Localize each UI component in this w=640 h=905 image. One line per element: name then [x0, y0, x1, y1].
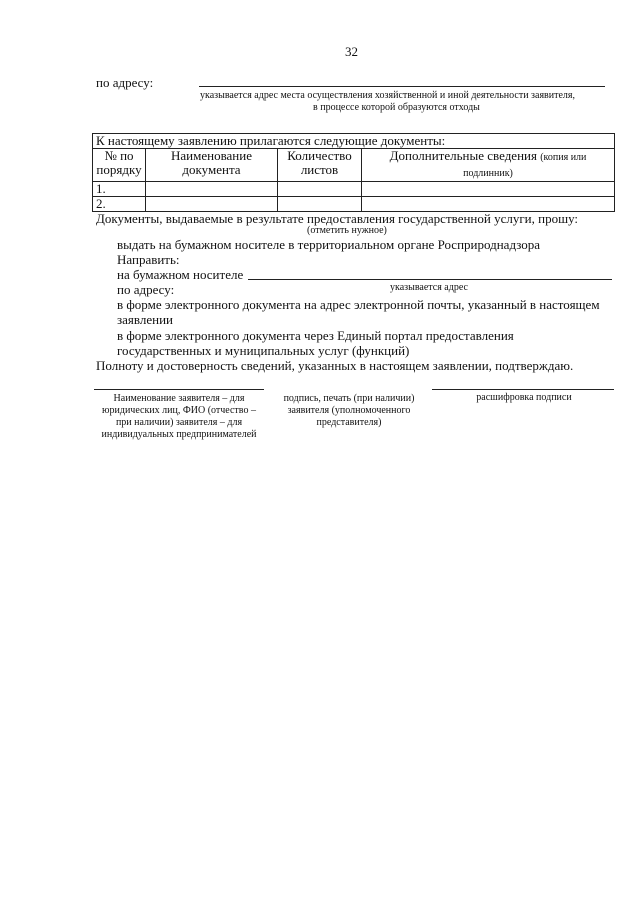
header-additional-info-main: Дополнительные сведения: [389, 148, 537, 163]
address-hint-line2: в процессе которой образуются отходы: [313, 102, 480, 113]
address-hint: указывается адрес: [390, 282, 468, 293]
option-email-line2[interactable]: заявлении: [117, 312, 173, 327]
address-underline: [199, 86, 605, 87]
by-address-label: по адресу:: [117, 282, 175, 297]
row-additional-info-cell[interactable]: [362, 182, 615, 197]
header-additional-info: [362, 149, 615, 182]
confirmation-text: Полноту и достоверность сведений, указанных в настоящем заявлении, подтверждаю.: [96, 358, 574, 373]
row-additional-info-cell[interactable]: [362, 197, 615, 212]
row-document-name-cell[interactable]: [146, 197, 278, 212]
applicant-name-caption: Наименование заявителя – для юридических лиц, ФИО (отчество – при наличии) заявителя – для индивидуальных предпринимателей: [101, 393, 257, 440]
address-label: по адресу:: [96, 75, 154, 90]
signature-caption: подпись, печать (при наличии) заявителя (уполномоченного представителя): [283, 393, 415, 428]
header-sheet-count: Количество листов: [278, 149, 362, 182]
attachments-caption: К настоящему заявлению прилагаются следующие документы:: [93, 134, 615, 149]
option-paper[interactable]: на бумажном носителе: [117, 267, 244, 282]
row-sheet-count-cell[interactable]: [278, 197, 362, 212]
table-row: [93, 182, 615, 197]
delivery-intro-hint: (отметить нужное): [307, 225, 387, 236]
row-number: 1.: [93, 182, 146, 197]
send-label: Направить:: [117, 252, 180, 267]
applicant-name-line: [94, 389, 264, 390]
header-document-name: Наименование документа: [146, 149, 278, 182]
attachments-table: [92, 133, 615, 212]
row-number: 2.: [93, 197, 146, 212]
page-number: 32: [345, 44, 358, 59]
option-email-line1[interactable]: в форме электронного документа на адрес электронной почты, указанный в настоящем: [117, 297, 600, 312]
option-paper-office[interactable]: выдать на бумажном носителе в территориальном органе Росприроднадзора: [117, 237, 541, 252]
table-row: [93, 197, 615, 212]
transcript-caption: расшифровка подписи: [476, 392, 572, 403]
option-portal-line1[interactable]: в форме электронного документа через Единый портал предоставления: [117, 328, 514, 343]
paper-address-underline: [248, 279, 612, 280]
address-hint-line1: указывается адрес места осуществления хозяйственной и иной деятельности заявителя,: [200, 90, 576, 101]
transcript-line: [432, 389, 614, 390]
header-additional-info-sub: (копия или подлинник): [463, 152, 587, 179]
row-sheet-count-cell[interactable]: [278, 182, 362, 197]
option-portal-line2[interactable]: государственных и муниципальных услуг (функций): [117, 343, 410, 358]
delivery-intro: Документы, выдаваемые в результате предоставления государственной услуги, прошу:: [96, 211, 579, 226]
header-number: № по порядку: [93, 149, 146, 182]
row-document-name-cell[interactable]: [146, 182, 278, 197]
